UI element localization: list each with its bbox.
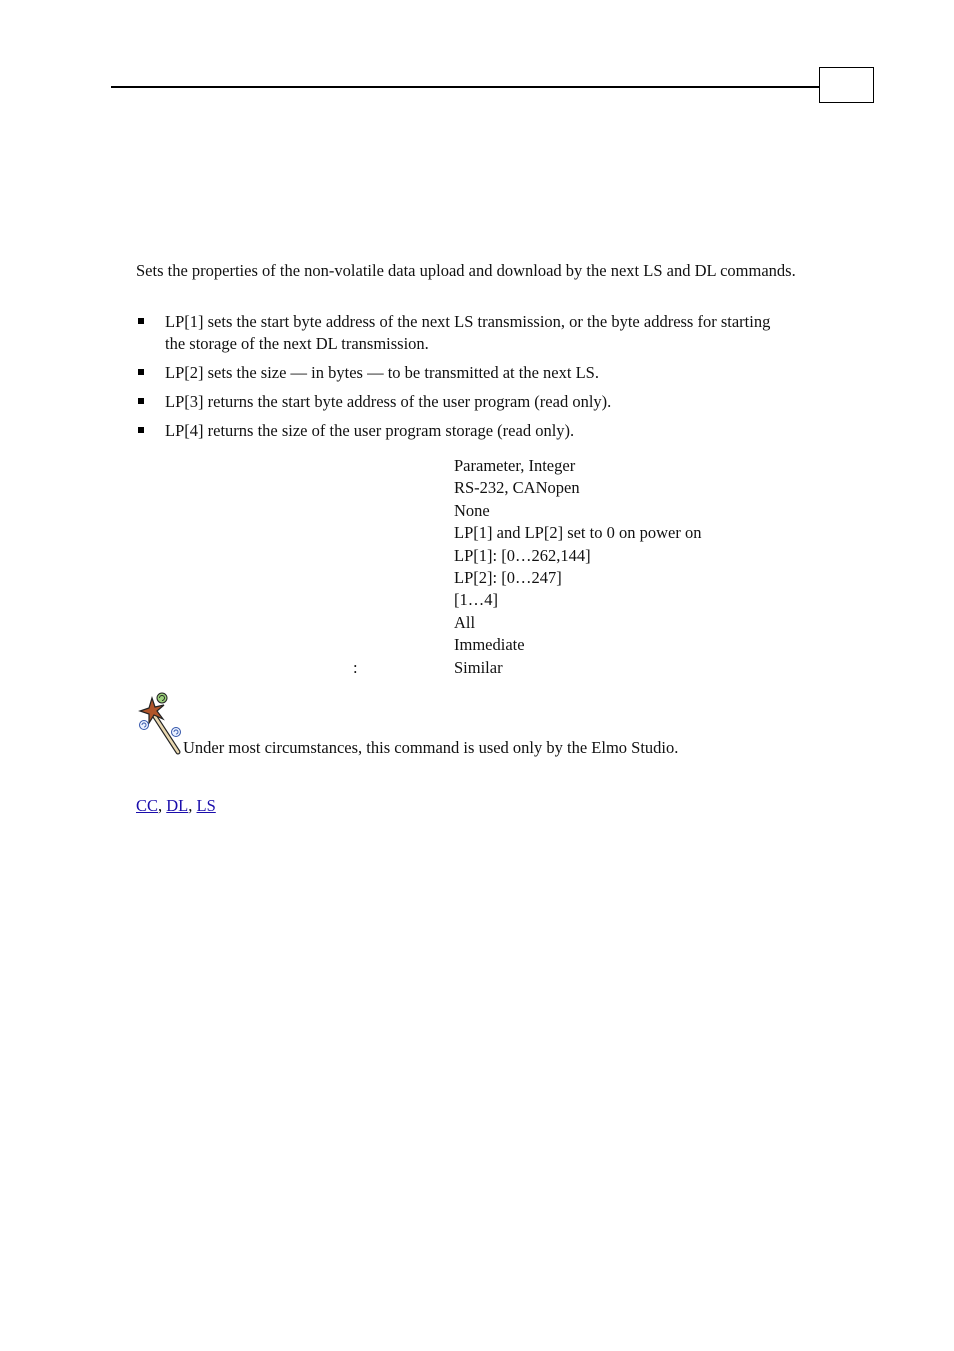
see-also-links [136, 795, 216, 817]
attribute-value: RS-232, CANopen [454, 478, 580, 498]
link-separator: , [188, 796, 197, 815]
bullet-text: LP[2] sets the size — in bytes — to be transmitted at the next LS. [165, 363, 599, 382]
attribute-row [136, 455, 836, 477]
link-separator: , [158, 796, 167, 815]
page-number-box [819, 67, 874, 103]
attribute-row [136, 567, 836, 589]
bullet-item [136, 391, 776, 413]
attribute-row [136, 545, 836, 567]
square-bullet-icon [138, 427, 144, 433]
attribute-value: LP[1]: [0…262,144] [454, 545, 591, 565]
link-dl[interactable]: DL [166, 796, 189, 815]
bullet-text: LP[4] returns the size of the user program storage (read only). [165, 421, 575, 440]
square-bullet-icon [138, 369, 144, 375]
attribute-row [136, 612, 836, 634]
attribute-value: LP[1] and LP[2] set to 0 on power on [454, 523, 702, 543]
link-cc[interactable]: CC [136, 796, 159, 815]
attribute-value: LP[2]: [0…247] [454, 567, 562, 587]
square-bullet-icon [138, 318, 144, 324]
attribute-row [136, 589, 836, 611]
attribute-value: Parameter, Integer [454, 456, 576, 475]
square-bullet-icon [138, 398, 144, 404]
note-text: Under most circumstances, this command is used only by the Elmo Studio. [183, 738, 679, 757]
bullet-text: LP[3] returns the start byte address of the user program (read only). [165, 392, 612, 411]
attribute-value: Similar [454, 657, 503, 677]
header-rule [111, 86, 820, 88]
magic-wand-icon [136, 690, 184, 756]
attribute-row [136, 477, 836, 499]
attribute-value: [1…4] [454, 590, 498, 610]
bullet-text: LP[1] sets the start byte address of the next LS transmission, or the byte address for starting the storage of the next DL transmission. [165, 312, 771, 353]
attribute-colon: : [353, 657, 358, 677]
attribute-row [136, 522, 836, 544]
attribute-value: All [454, 612, 476, 632]
attribute-row [136, 657, 836, 679]
description-bullets [136, 311, 776, 449]
bullet-item [136, 362, 776, 384]
attributes-table [136, 455, 836, 679]
bullet-item [136, 311, 776, 355]
attribute-value: None [454, 500, 490, 520]
attribute-row [136, 500, 836, 522]
bullet-item [136, 420, 776, 442]
link-ls[interactable]: LS [196, 796, 216, 815]
description-intro: Sets the properties of the non-volatile data upload and download by the next LS and DL commands. [136, 261, 796, 280]
attribute-row [136, 634, 836, 656]
attribute-value: Immediate [454, 635, 525, 655]
